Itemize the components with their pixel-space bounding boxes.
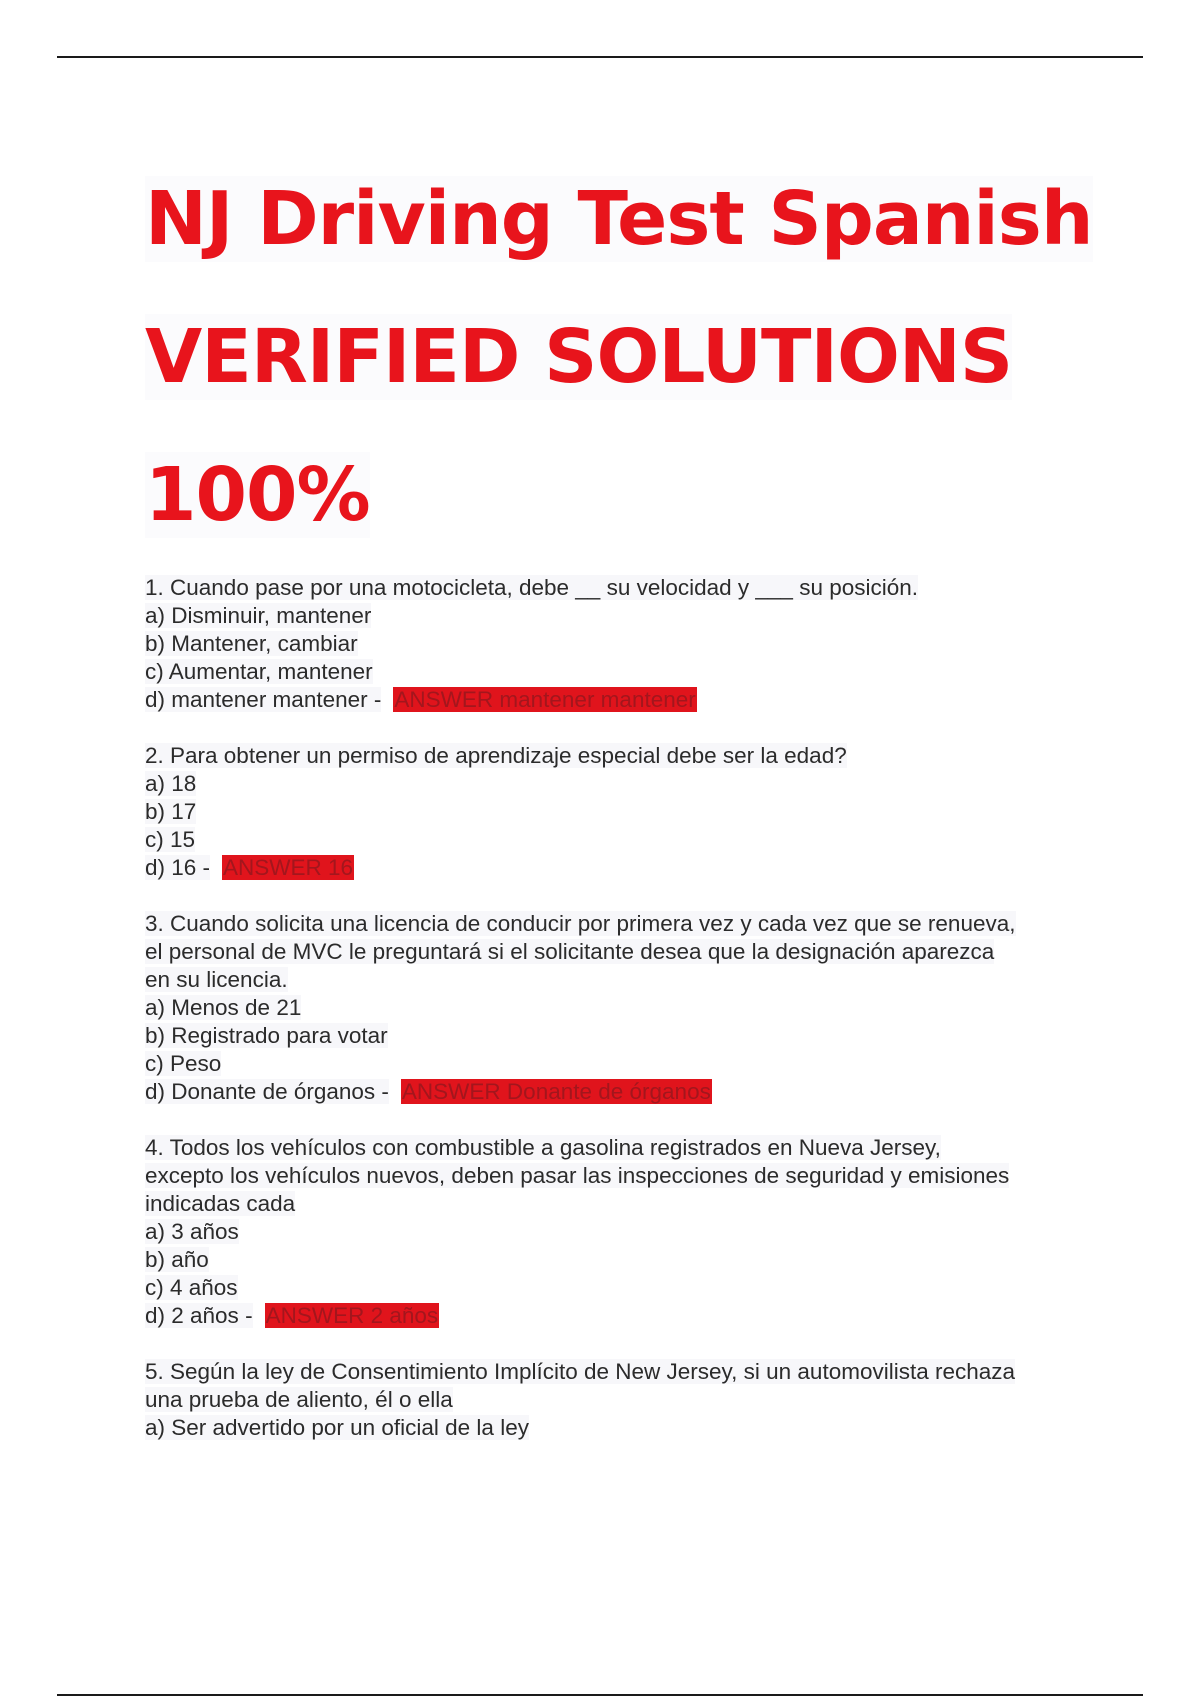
title-line-2: VERIFIED SOLUTIONS bbox=[145, 314, 1013, 400]
option-d: d) mantener mantener - bbox=[145, 687, 382, 712]
option-c: c) 15 bbox=[145, 827, 196, 852]
question-stem-line-1: 4. Todos los vehículos con combustible a gasolina registrados en Nueva Jersey, bbox=[145, 1135, 941, 1160]
question-stem-line-2: excepto los vehículos nuevos, deben pasar las inspecciones de seguridad y emisiones bbox=[145, 1163, 1010, 1188]
option-a: a) 3 años bbox=[145, 1219, 239, 1244]
option-c: c) Aumentar, mantener bbox=[145, 659, 373, 684]
answer-highlight: ANSWER mantener mantener bbox=[394, 687, 696, 712]
option-b: b) Registrado para votar bbox=[145, 1023, 388, 1048]
question-list bbox=[145, 574, 1095, 1470]
question-3 bbox=[145, 910, 1095, 1106]
option-a: a) Ser advertido por un oficial de la ley bbox=[145, 1415, 529, 1440]
option-c: c) Peso bbox=[145, 1051, 222, 1076]
title-line-1: NJ Driving Test Spanish bbox=[145, 176, 1093, 262]
answer-highlight: ANSWER Donante de órganos bbox=[401, 1079, 711, 1104]
answer-highlight: ANSWER 2 años bbox=[265, 1303, 439, 1328]
option-a: a) Disminuir, mantener bbox=[145, 603, 372, 628]
question-stem-line-1: 5. Según la ley de Consentimiento Implícito de New Jersey, si un automovilista rechaza bbox=[145, 1359, 1016, 1384]
bottom-rule bbox=[57, 1694, 1143, 1696]
question-stem-line-2: una prueba de aliento, él o ella bbox=[145, 1387, 453, 1412]
option-b: b) 17 bbox=[145, 799, 197, 824]
question-stem-line-3: en su licencia. bbox=[145, 967, 288, 992]
option-d: d) 16 - bbox=[145, 855, 211, 880]
option-c: c) 4 años bbox=[145, 1275, 238, 1300]
answer-highlight: ANSWER 16 bbox=[223, 855, 354, 880]
option-d: d) Donante de órganos - bbox=[145, 1079, 389, 1104]
question-2 bbox=[145, 742, 1095, 882]
question-5 bbox=[145, 1358, 1095, 1442]
option-b: b) Mantener, cambiar bbox=[145, 631, 358, 656]
option-d: d) 2 años - bbox=[145, 1303, 253, 1328]
question-1 bbox=[145, 574, 1095, 714]
question-4 bbox=[145, 1134, 1095, 1330]
question-stem: 2. Para obtener un permiso de aprendizaje especial debe ser la edad? bbox=[145, 743, 847, 768]
question-stem-line-1: 3. Cuando solicita una licencia de conducir por primera vez y cada vez que se renueva, bbox=[145, 911, 1016, 936]
question-stem: 1. Cuando pase por una motocicleta, debe __ su velocidad y ___ su posición. bbox=[145, 575, 919, 600]
title-line-3: 100% bbox=[145, 452, 370, 538]
document-title bbox=[145, 150, 1105, 564]
option-a: a) Menos de 21 bbox=[145, 995, 302, 1020]
option-b: b) año bbox=[145, 1247, 209, 1272]
top-rule bbox=[57, 56, 1143, 58]
question-stem-line-2: el personal de MVC le preguntará si el solicitante desea que la designación aparezca bbox=[145, 939, 995, 964]
question-stem-line-3: indicadas cada bbox=[145, 1191, 296, 1216]
option-a: a) 18 bbox=[145, 771, 197, 796]
